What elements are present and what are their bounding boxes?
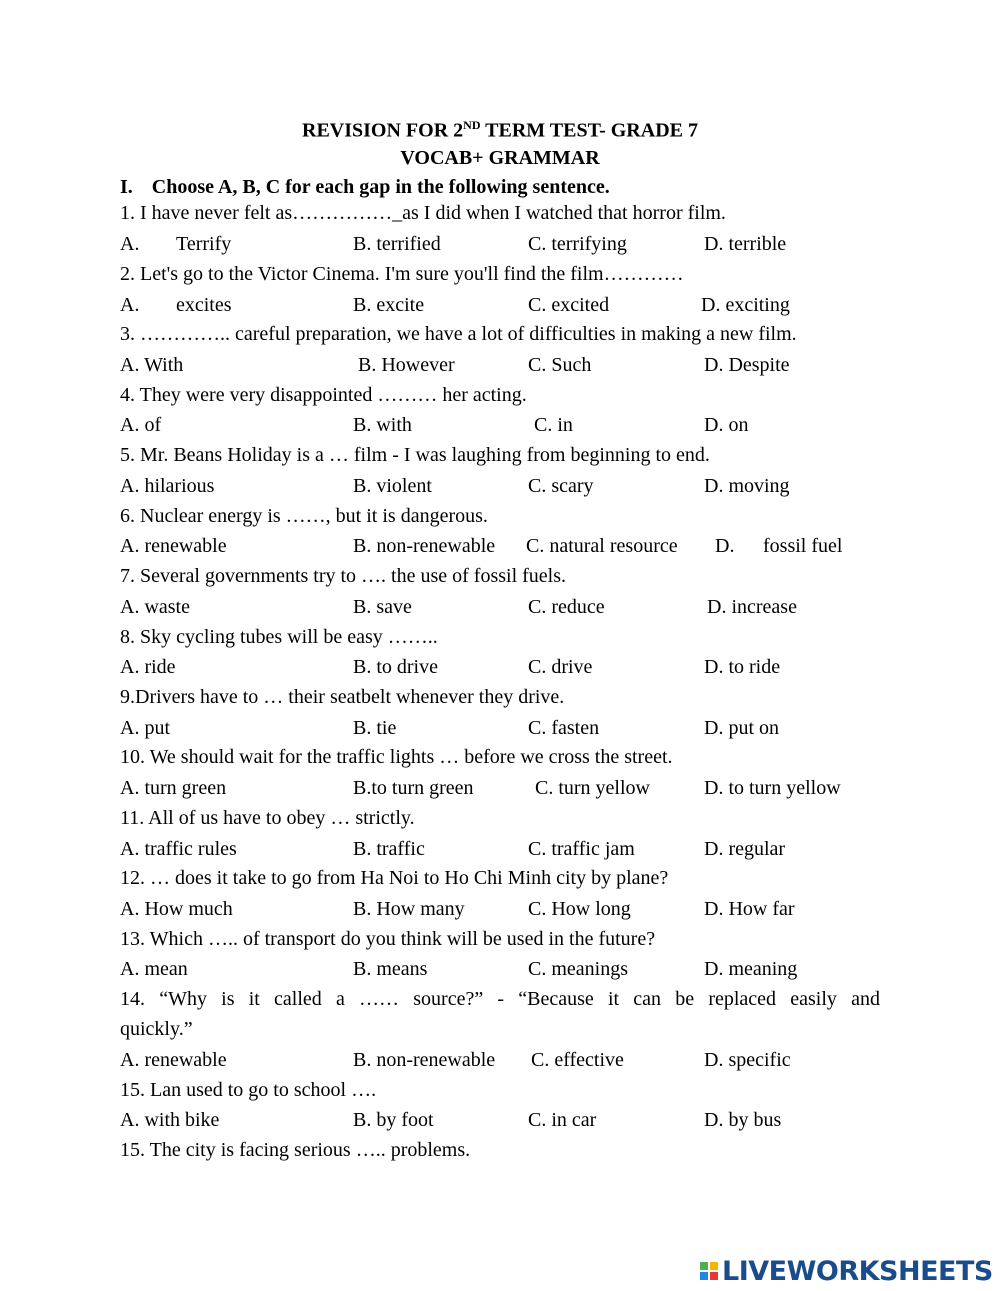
option-a: Terrify [176,233,232,255]
option-c: C. natural resource [526,535,678,557]
option-d: fossil fuel [763,535,843,557]
option-d: D. by bus [704,1109,782,1131]
option-d: D. specific [704,1049,791,1071]
section-instruction: Choose A, B, C for each gap in the following sentence. [151,176,610,198]
option-b: B. save [353,596,412,618]
question-5: 5. Mr. Beans Holiday is a … film - I was laughing from beginning to end. [120,444,710,466]
option-b: B. with [353,414,412,436]
option-a: A. renewable [120,535,227,557]
option-a: A. mean [120,958,188,980]
option-a: A. hilarious [120,475,215,497]
question-8: 8. Sky cycling tubes will be easy …….. [120,626,438,648]
option-a: A. How much [120,898,233,920]
question-7: 7. Several governments try to …. the use of fossil fuels. [120,565,567,587]
option-a-label: A. [120,233,140,255]
option-c: C. drive [528,656,593,678]
option-c: C. Such [528,354,592,376]
question-2: 2. Let's go to the Victor Cinema. I'm sure you'll find the film………… [120,263,684,285]
option-c: C. fasten [528,717,600,739]
option-c: C. terrifying [528,233,627,255]
option-d: D. moving [704,475,790,497]
option-c: C. How long [528,898,631,920]
option-b: B. to drive [353,656,438,678]
option-b: B. tie [353,717,397,739]
title-text-end: TERM TEST- GRADE 7 [480,119,698,142]
logo-square-green [700,1262,708,1270]
option-a: A. With [120,354,184,376]
question-1: 1. I have never felt as……………_as I did when I watched that horror film. [120,202,726,224]
option-c: C. scary [528,475,594,497]
question-3: 3. ………….. careful preparation, we have a lot of difficulties in making a new film. [120,323,797,345]
option-a: A. ride [120,656,176,678]
option-b: B. terrified [353,233,441,255]
page-title [0,118,1000,143]
option-c: C. effective [531,1049,624,1071]
option-a: A. with bike [120,1109,220,1131]
option-b: B. How many [353,898,465,920]
question-4: 4. They were very disappointed ……… her acting. [120,384,527,406]
section-number: I. [120,176,133,198]
question-11: 11. All of us have to obey … strictly. [120,807,415,829]
logo-square-red [710,1272,718,1280]
option-d: D. Despite [704,354,790,376]
brand-name: LIVEWORKSHEETS [722,1255,993,1287]
option-d: D. exciting [701,294,790,316]
option-a-label: A. [120,294,140,316]
option-d: D. to turn yellow [704,777,841,799]
option-d-label: D. [715,535,735,557]
option-b: B.to turn green [353,777,474,799]
option-b: B. non-renewable [353,535,496,557]
question-14-continued: quickly.” [120,1018,193,1040]
option-a: A. turn green [120,777,227,799]
option-c: C. in [534,414,573,436]
option-a: A. renewable [120,1049,227,1071]
option-d: D. put on [704,717,779,739]
option-c: C. meanings [528,958,628,980]
question-9: 9.Drivers have to … their seatbelt whenever they drive. [120,686,565,708]
option-c: C. in car [528,1109,597,1131]
option-b: B. violent [353,475,432,497]
section-heading [120,176,610,199]
option-d: D. regular [704,838,786,860]
option-c: C. reduce [528,596,605,618]
page-subtitle: VOCAB+ GRAMMAR [400,147,600,169]
question-16: 15. The city is facing serious ….. problems. [120,1139,471,1161]
question-14: 14. “Why is it called a …… source?” - “Because it can be replaced easily and [120,988,880,1010]
option-c: C. excited [528,294,610,316]
option-d: D. terrible [704,233,787,255]
option-c: C. traffic jam [528,838,635,860]
option-d: D. on [704,414,749,436]
question-13: 13. Which ….. of transport do you think will be used in the future? [120,928,656,950]
option-a: A. waste [120,596,190,618]
liveworksheets-logo-icon [700,1262,718,1280]
question-6: 6. Nuclear energy is ……, but it is dangerous. [120,505,488,527]
option-d: D. meaning [704,958,798,980]
logo-square-blue [700,1272,708,1280]
option-b: B. means [353,958,428,980]
option-c: C. turn yellow [535,777,650,799]
option-d: D. increase [707,596,797,618]
question-15: 15. Lan used to go to school …. [120,1079,377,1101]
option-b: B. However [358,354,455,376]
option-a: A. of [120,414,162,436]
title-text: REVISION FOR 2 [302,119,464,142]
question-12: 12. … does it take to go from Ha Noi to Ho Chi Minh city by plane? [120,867,669,889]
option-b: B. by foot [353,1109,434,1131]
option-a: A. traffic rules [120,838,237,860]
option-d: D. to ride [704,656,781,678]
question-10: 10. We should wait for the traffic lights … before we cross the street. [120,746,673,768]
option-d: D. How far [704,898,795,920]
option-b: B. traffic [353,838,425,860]
liveworksheets-logo [700,1254,993,1288]
option-b: B. excite [353,294,425,316]
option-b: B. non-renewable [353,1049,496,1071]
title-superscript: ND [463,118,481,132]
option-a: excites [176,294,232,316]
logo-square-yellow [710,1262,718,1270]
option-a: A. put [120,717,170,739]
